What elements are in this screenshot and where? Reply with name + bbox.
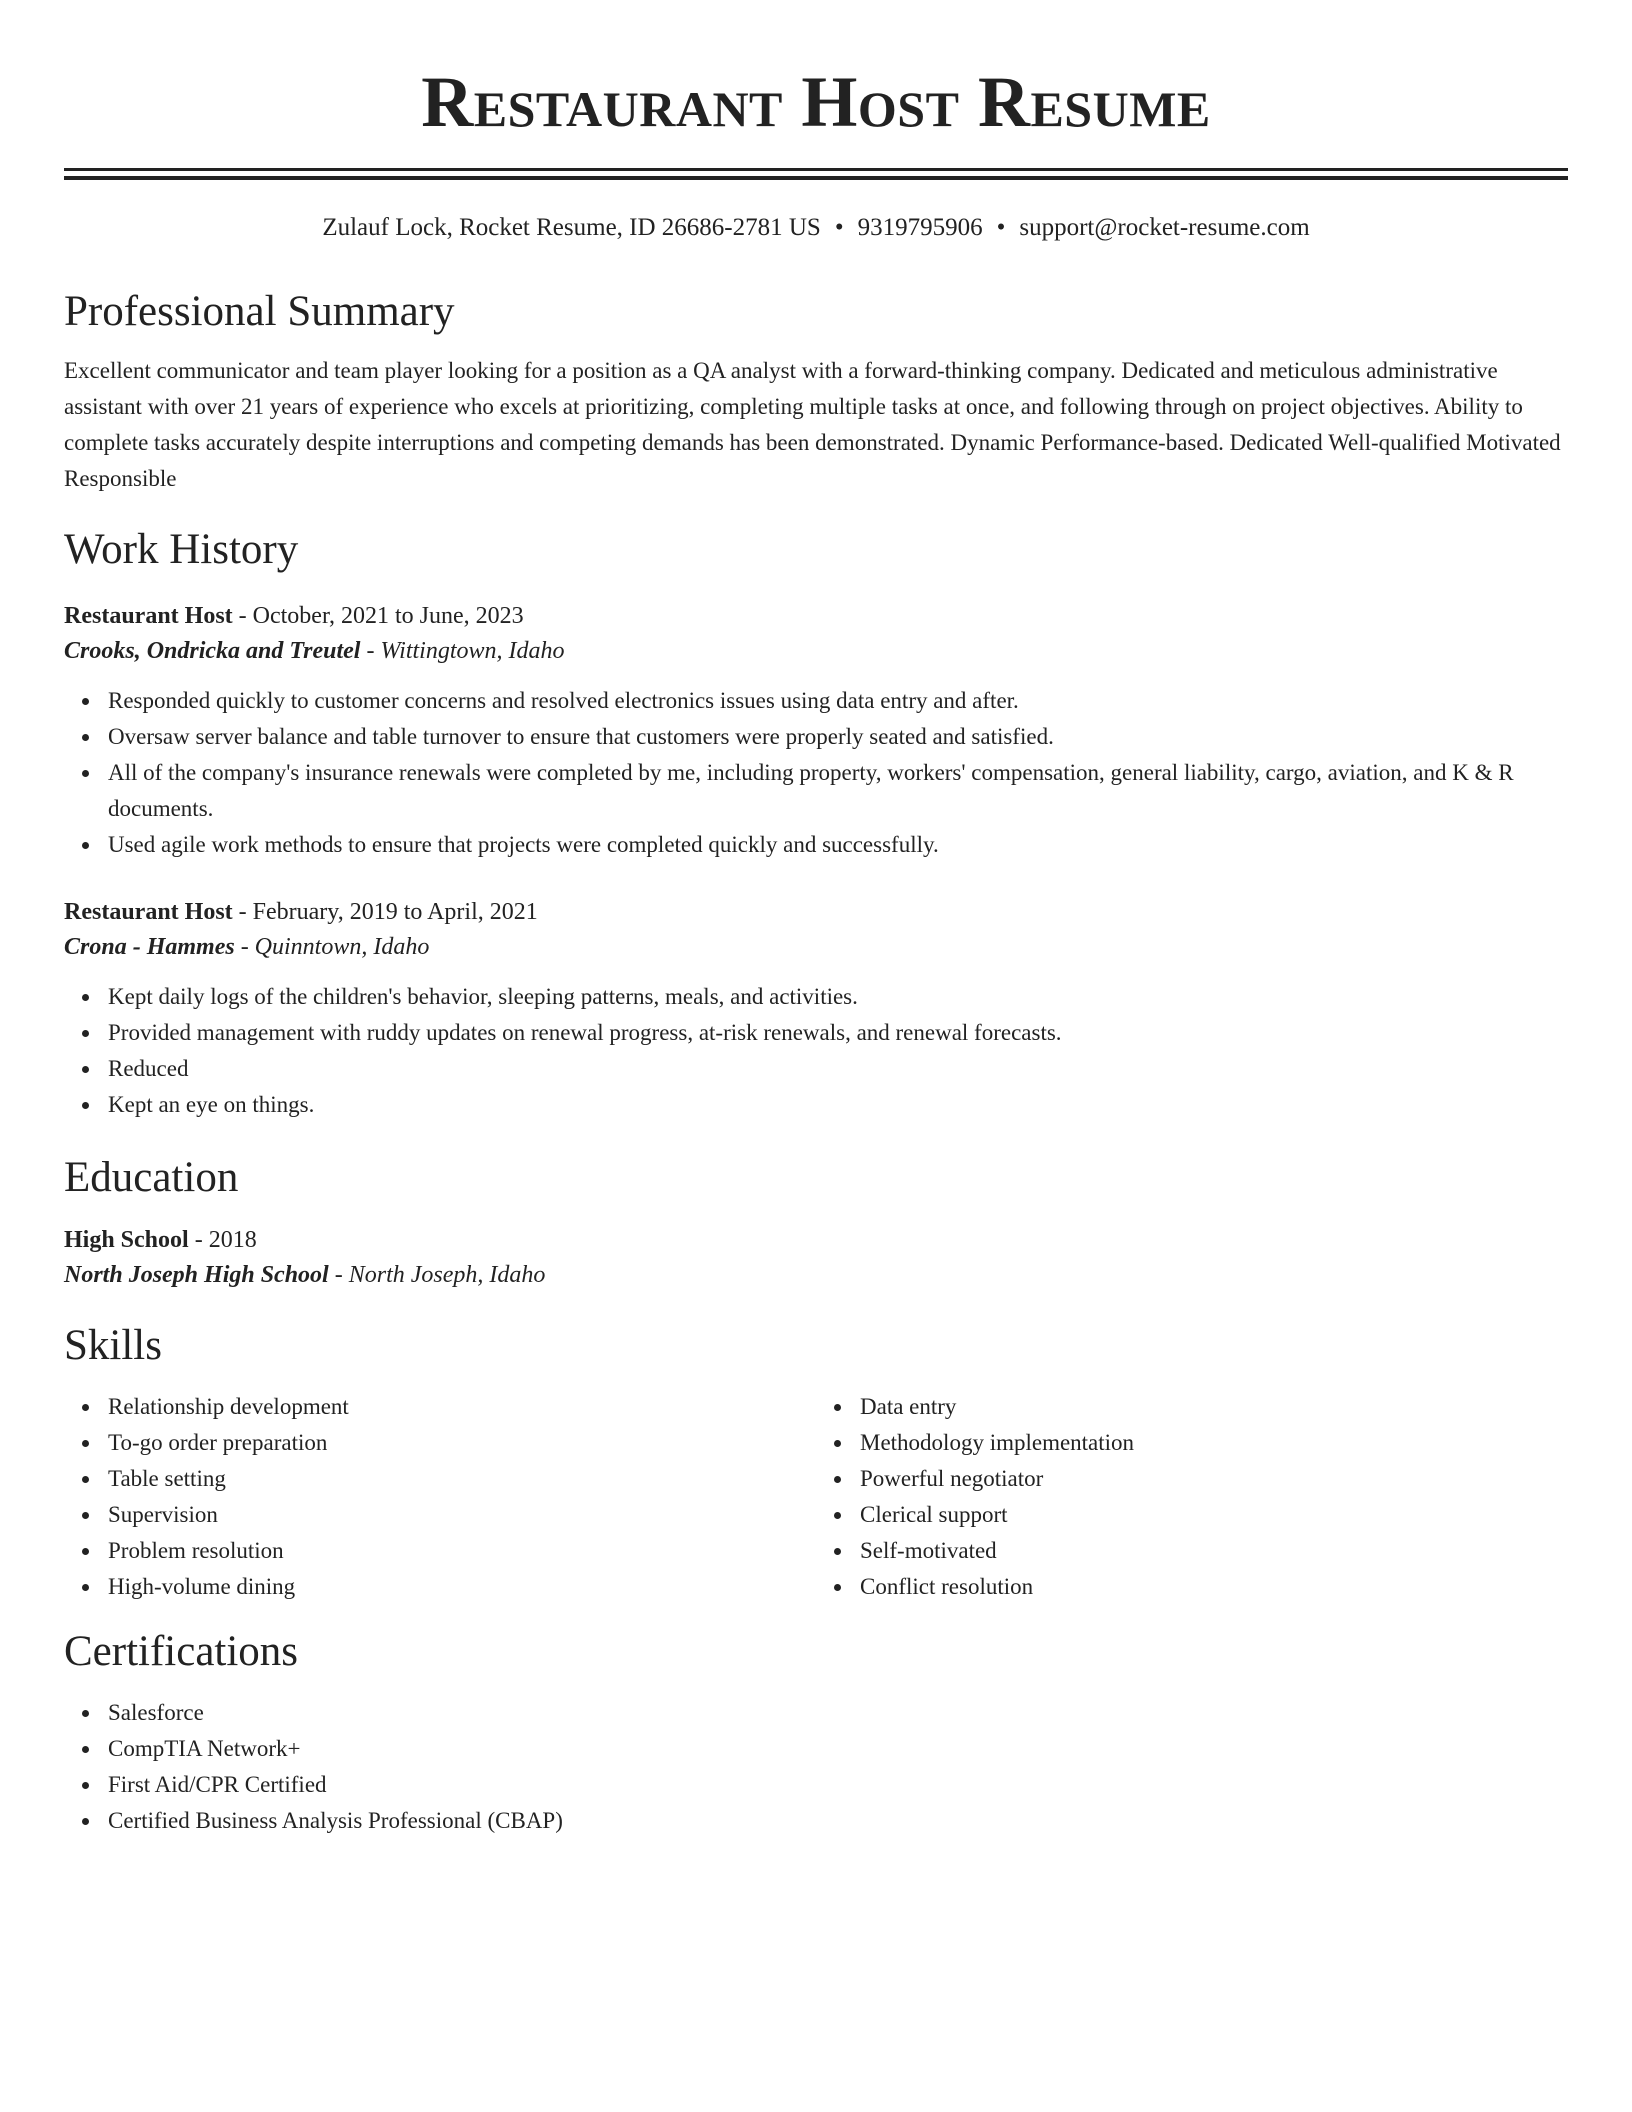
education-school-line xyxy=(64,1257,1568,1293)
contact-address: Zulauf Lock, Rocket Resume, ID 26686-2781 US xyxy=(322,214,821,241)
summary-heading: Professional Summary xyxy=(64,288,455,335)
contact-phone: 9319795906 xyxy=(857,214,983,241)
list-item: Kept an eye on things. xyxy=(108,1087,1568,1123)
list-item: Data entry xyxy=(860,1389,1568,1425)
education-location: - North Joseph, Idaho xyxy=(328,1262,546,1288)
list-item: Reduced xyxy=(108,1051,1568,1087)
contact-separator: • xyxy=(996,214,1006,241)
job-entry xyxy=(64,599,1568,863)
list-item: Oversaw server balance and table turnover to ensure that customers were properly seated and satisfied. xyxy=(108,719,1568,755)
job-dates: - October, 2021 to June, 2023 xyxy=(232,603,524,629)
certifications-list xyxy=(64,1695,1568,1839)
list-item: Powerful negotiator xyxy=(860,1461,1568,1497)
list-item: Kept daily logs of the children's behavior, sleeping patterns, meals, and activities. xyxy=(108,979,1568,1015)
list-item: Responded quickly to customer concerns and resolved electronics issues using data entry and after. xyxy=(108,683,1568,719)
list-item: Used agile work methods to ensure that projects were completed quickly and successfully. xyxy=(108,827,1568,863)
list-item: Conflict resolution xyxy=(860,1569,1568,1605)
title-rule-bottom xyxy=(64,176,1568,180)
skills-column-right xyxy=(816,1389,1568,1605)
contact-separator: • xyxy=(834,214,844,241)
work-history-heading: Work History xyxy=(64,526,299,573)
list-item: Salesforce xyxy=(108,1695,1568,1731)
education-year: - 2018 xyxy=(188,1227,257,1253)
job-location: - Wittingtown, Idaho xyxy=(360,638,565,664)
title-rule-top xyxy=(64,168,1568,171)
job-company-line xyxy=(64,929,1568,965)
education-heading: Education xyxy=(64,1154,239,1201)
skills-column-left xyxy=(64,1389,816,1605)
list-item: Table setting xyxy=(108,1461,816,1497)
job-title: Restaurant Host xyxy=(64,603,233,629)
education-school: North Joseph High School xyxy=(64,1262,329,1288)
list-item: CompTIA Network+ xyxy=(108,1731,1568,1767)
list-item: All of the company's insurance renewals were completed by me, including property, workers' compensation, general liability, cargo, aviation, and K & R documents. xyxy=(108,755,1568,827)
job-bullets xyxy=(64,683,1568,863)
list-item: To-go order preparation xyxy=(108,1425,816,1461)
job-location: - Quinntown, Idaho xyxy=(234,934,430,960)
skills-heading: Skills xyxy=(64,1322,162,1369)
job-entry xyxy=(64,895,1568,1123)
job-company-line xyxy=(64,633,1568,669)
list-item: First Aid/CPR Certified xyxy=(108,1767,1568,1803)
job-bullets xyxy=(64,979,1568,1123)
education-degree-line xyxy=(64,1223,1568,1257)
job-company: Crooks, Ondricka and Treutel xyxy=(64,638,361,664)
list-item: Methodology implementation xyxy=(860,1425,1568,1461)
education-degree: High School xyxy=(64,1227,189,1253)
contact-line xyxy=(64,213,1568,243)
resume-title: Restaurant Host Resume xyxy=(421,62,1211,142)
skills-list xyxy=(64,1389,1568,1605)
certifications-heading: Certifications xyxy=(64,1628,299,1675)
job-title-line xyxy=(64,599,1568,633)
job-title-line xyxy=(64,895,1568,929)
list-item: Self-motivated xyxy=(860,1533,1568,1569)
list-item: Supervision xyxy=(108,1497,816,1533)
list-item: Provided management with ruddy updates on renewal progress, at-risk renewals, and renewal forecasts. xyxy=(108,1015,1568,1051)
job-company: Crona - Hammes xyxy=(64,934,235,960)
job-title: Restaurant Host xyxy=(64,899,233,925)
list-item: Certified Business Analysis Professional (CBAP) xyxy=(108,1803,1568,1839)
list-item: High-volume dining xyxy=(108,1569,816,1605)
contact-email: support@rocket-resume.com xyxy=(1019,214,1310,241)
list-item: Relationship development xyxy=(108,1389,816,1425)
job-dates: - February, 2019 to April, 2021 xyxy=(232,899,538,925)
list-item: Problem resolution xyxy=(108,1533,816,1569)
summary-text: Excellent communicator and team player looking for a position as a QA analyst with a forward-thinking company. Dedicated and meticulous administrative assistant with over 21 years of experience who excels at prioritizing, completing multiple tasks at once, and following through on project objectives. Ability to complete tasks accurately despite interruptions and competing demands has been demonstrated. Dynamic Performance-based. Dedicated Well-qualified Motivated Responsible xyxy=(64,358,1561,491)
list-item: Clerical support xyxy=(860,1497,1568,1533)
